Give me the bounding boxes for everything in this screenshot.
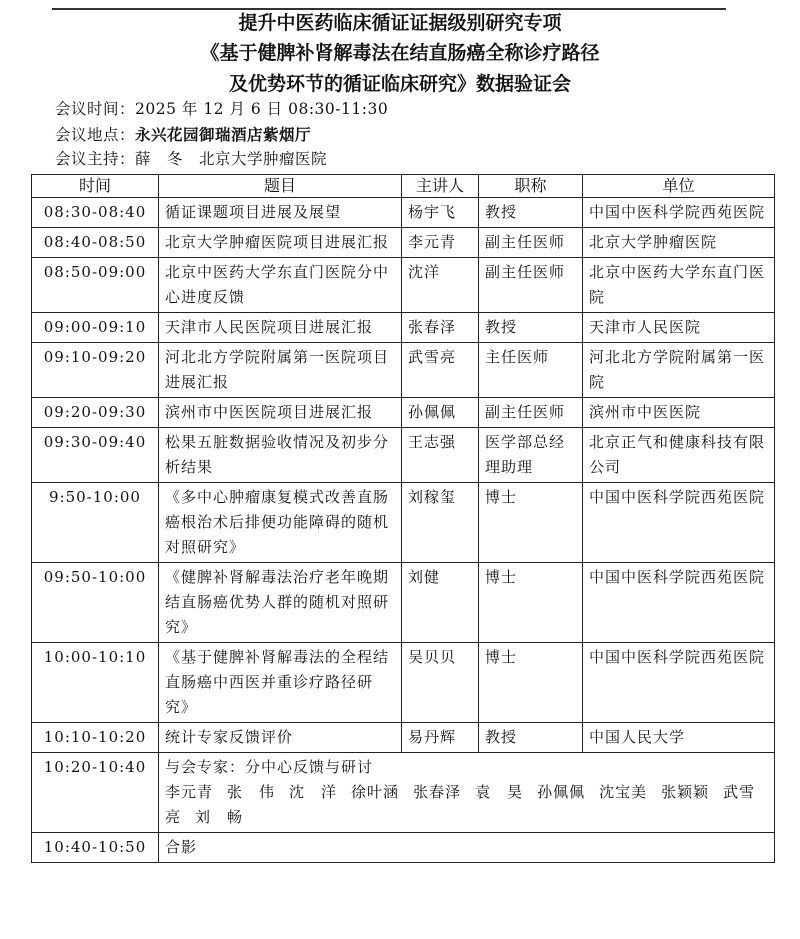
cell-speaker: 沈洋 bbox=[402, 258, 479, 313]
cell-speaker: 易丹辉 bbox=[402, 723, 479, 753]
expert-list bbox=[165, 780, 768, 830]
cell-time: 10:40-10:50 bbox=[32, 833, 159, 863]
cell-topic: 滨州市中医医院项目进展汇报 bbox=[159, 398, 402, 428]
cell-title: 医学部总经理助理 bbox=[479, 428, 583, 483]
header-title: 职称 bbox=[479, 175, 583, 198]
cell-institution: 天津市人民医院 bbox=[583, 313, 775, 343]
table-row bbox=[32, 258, 775, 313]
cell-time: 08:50-09:00 bbox=[32, 258, 159, 313]
table-row bbox=[32, 343, 775, 398]
expert-name: 张春泽 bbox=[413, 783, 462, 801]
host-label: 会议主持： bbox=[55, 150, 136, 168]
cell-time: 09:10-09:20 bbox=[32, 343, 159, 398]
cell-institution: 北京正气和健康科技有限公司 bbox=[583, 428, 775, 483]
cell-time: 09:30-09:40 bbox=[32, 428, 159, 483]
table-row bbox=[32, 723, 775, 753]
agenda-table bbox=[31, 174, 775, 863]
cell-institution: 中国中医科学院西苑医院 bbox=[583, 563, 775, 643]
cell-topic: 合影 bbox=[159, 833, 775, 863]
discussion-row bbox=[32, 753, 775, 833]
cell-speaker: 张春泽 bbox=[402, 313, 479, 343]
cell-title: 副主任医师 bbox=[479, 228, 583, 258]
table-row bbox=[32, 563, 775, 643]
cell-title: 教授 bbox=[479, 723, 583, 753]
cell-topic: 《基于健脾补肾解毒法的全程结直肠癌中西医并重诊疗路径研究》 bbox=[159, 643, 402, 723]
cell-speaker: 武雪亮 bbox=[402, 343, 479, 398]
table-header bbox=[32, 175, 775, 198]
cell-speaker: 杨宇飞 bbox=[402, 198, 479, 228]
cell-topic: 北京大学肿瘤医院项目进展汇报 bbox=[159, 228, 402, 258]
cell-topic: 《健脾补肾解毒法治疗老年晚期结直肠癌优势人群的随机对照研究》 bbox=[159, 563, 402, 643]
expert-name: 刘 畅 bbox=[195, 808, 244, 826]
cell-topic: 统计专家反馈评价 bbox=[159, 723, 402, 753]
cell-title: 博士 bbox=[479, 643, 583, 723]
photo-row bbox=[32, 833, 775, 863]
table-row bbox=[32, 483, 775, 563]
expert-name: 孙佩佩 bbox=[537, 783, 586, 801]
header-institution: 单位 bbox=[583, 175, 775, 198]
cell-time: 10:20-10:40 bbox=[32, 753, 159, 833]
cell-institution: 中国中医科学院西苑医院 bbox=[583, 483, 775, 563]
cell-institution: 中国人民大学 bbox=[583, 723, 775, 753]
cell-topic: 《多中心肿瘤康复模式改善直肠癌根治术后排便功能障碍的随机对照研究》 bbox=[159, 483, 402, 563]
cell-time: 08:40-08:50 bbox=[32, 228, 159, 258]
cell-title: 主任医师 bbox=[479, 343, 583, 398]
title-line-2: 《基于健脾补肾解毒法在结直肠癌全称诊疗路径 bbox=[200, 42, 600, 64]
cell-time: 09:20-09:30 bbox=[32, 398, 159, 428]
header-time: 时间 bbox=[32, 175, 159, 198]
cell-speaker: 刘稼玺 bbox=[402, 483, 479, 563]
cell-topic: 松果五脏数据验收情况及初步分析结果 bbox=[159, 428, 402, 483]
cell-institution: 中国中医科学院西苑医院 bbox=[583, 643, 775, 723]
table-row bbox=[32, 428, 775, 483]
cell-institution: 河北北方学院附属第一医院 bbox=[583, 343, 775, 398]
cell-speaker: 王志强 bbox=[402, 428, 479, 483]
expert-name: 张颖颖 bbox=[661, 783, 710, 801]
cell-time: 09:50-10:00 bbox=[32, 563, 159, 643]
cell-speaker: 吴贝贝 bbox=[402, 643, 479, 723]
discussion-topic: 与会专家：分中心反馈与研讨 bbox=[165, 758, 374, 776]
cell-institution: 北京大学肿瘤医院 bbox=[583, 228, 775, 258]
expert-name: 沈 洋 bbox=[289, 783, 338, 801]
host-value: 薛 冬 北京大学肿瘤医院 bbox=[135, 150, 328, 168]
place-value: 永兴花园御瑞酒店紫烟厅 bbox=[135, 125, 312, 144]
meeting-time bbox=[55, 97, 388, 122]
cell-topic: 北京中医药大学东直门医院分中心进度反馈 bbox=[159, 258, 402, 313]
table-row bbox=[32, 643, 775, 723]
discussion-cell bbox=[159, 753, 775, 833]
table-row bbox=[32, 228, 775, 258]
cell-title: 教授 bbox=[479, 313, 583, 343]
header-speaker: 主讲人 bbox=[402, 175, 479, 198]
meeting-host bbox=[55, 147, 327, 172]
title-line-1: 提升中医药临床循证证据级别研究专项 bbox=[238, 12, 562, 34]
place-label: 会议地点： bbox=[55, 126, 136, 144]
cell-title: 博士 bbox=[479, 563, 583, 643]
cell-title: 教授 bbox=[479, 198, 583, 228]
cell-title: 副主任医师 bbox=[479, 258, 583, 313]
header-topic: 题目 bbox=[159, 175, 402, 198]
cell-title: 博士 bbox=[479, 483, 583, 563]
cell-speaker: 孙佩佩 bbox=[402, 398, 479, 428]
cell-institution: 中国中医科学院西苑医院 bbox=[583, 198, 775, 228]
expert-name: 武雪亮 bbox=[165, 783, 756, 826]
table-row bbox=[32, 198, 775, 228]
cell-institution: 滨州市中医医院 bbox=[583, 398, 775, 428]
expert-name: 袁 昊 bbox=[475, 783, 524, 801]
cell-speaker: 李元青 bbox=[402, 228, 479, 258]
expert-name: 张 伟 bbox=[227, 783, 276, 801]
title-line-3: 及优势环节的循证临床研究》数据验证会 bbox=[228, 73, 571, 95]
cell-time: 08:30-08:40 bbox=[32, 198, 159, 228]
cell-time: 10:10-10:20 bbox=[32, 723, 159, 753]
cell-institution: 北京中医药大学东直门医院 bbox=[583, 258, 775, 313]
table-row bbox=[32, 313, 775, 343]
time-label: 会议时间： bbox=[55, 100, 136, 118]
cell-speaker: 刘健 bbox=[402, 563, 479, 643]
expert-name: 沈宝美 bbox=[599, 783, 648, 801]
cell-time: 9:50-10:00 bbox=[32, 483, 159, 563]
expert-name: 徐叶涵 bbox=[351, 783, 400, 801]
cell-topic: 河北北方学院附属第一医院项目进展汇报 bbox=[159, 343, 402, 398]
table-row bbox=[32, 398, 775, 428]
cell-time: 10:00-10:10 bbox=[32, 643, 159, 723]
cell-title: 副主任医师 bbox=[479, 398, 583, 428]
meeting-place bbox=[55, 122, 311, 148]
cell-topic: 天津市人民医院项目进展汇报 bbox=[159, 313, 402, 343]
time-value: 2025 年 12 月 6 日 08:30-11:30 bbox=[135, 100, 389, 118]
cell-topic: 循证课题项目进展及展望 bbox=[159, 198, 402, 228]
cell-time: 09:00-09:10 bbox=[32, 313, 159, 343]
expert-name: 李元青 bbox=[165, 783, 214, 801]
